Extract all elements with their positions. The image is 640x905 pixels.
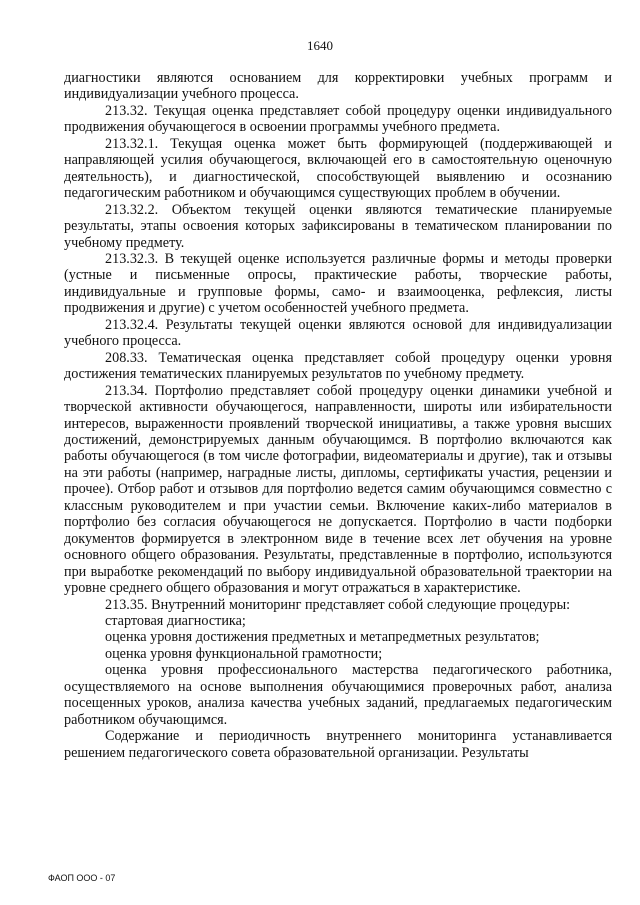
paragraph: оценка уровня профессионального мастерства педагогического работника, осуществляемого на основе выполнения обучающимися проверочных работ, анализа посещенных уроков, анализа качества учебных заданий, предлагаемых педагогическим работником обучающимся. [64, 662, 612, 728]
paragraph: 213.32.3. В текущей оценке используется различные формы и методы проверки (устные и письменные опросы, практические работы, творческие работы, индивидуальные и групповые формы, само- и взаимооценка, рефлексия, листы продвижения и другие) с учетом особенностей учебного предмета. [64, 250, 612, 317]
paragraph: 213.32.1. Текущая оценка может быть формирующей (поддерживающей и направляющей усилия обучающегося, включающей его в самостоятельную оценочную деятельность), и диагностической, способствующей выявлению и осознанию педагогическим работником и обучающимся существующих проблем в обучении. [64, 135, 612, 202]
page-number: 1640 [307, 38, 333, 53]
paragraph: 208.33. Тематическая оценка представляет собой процедуру оценки уровня достижения тематических планируемых результатов по учебному предмету. [64, 349, 612, 383]
paragraph: диагностики являются основанием для корректировки учебных программ и индивидуализации учебного процесса. [64, 70, 612, 103]
paragraph: 213.32. Текущая оценка представляет собой процедуру оценки индивидуального продвижения обучающегося в освоении программы учебного предмета. [64, 102, 612, 136]
paragraph: 213.32.4. Результаты текущей оценки являются основой для индивидуализации учебного процесса. [64, 316, 612, 350]
paragraph: стартовая диагностика; [105, 612, 246, 629]
paragraph: оценка уровня достижения предметных и метапредметных результатов; [105, 629, 540, 646]
paragraph: 213.32.2. Объектом текущей оценки являются тематические планируемые результаты, этапы освоения которых зафиксированы в тематическом планировании по учебному предмету. [64, 201, 612, 251]
paragraph: оценка уровня функциональной грамотности; [105, 645, 383, 662]
document-body [64, 70, 612, 761]
paragraph: 213.34. Портфолио представляет собой процедуру оценки динамики учебной и творческой активности обучающегося, направленности, широты или избирательности интересов, выраженности проявлений творческой инициативы, а также уровня высших достижений, демонстрируемых данным обучающимся. В портфолио включаются как работы обучающегося (в том числе фотографии, видеоматериалы и другие), так и отзывы на эти работы (например, наградные листы, дипломы, сертификаты участия, рецензии и прочее). Отбор работ и отзывов для портфолио ведется самим обучающимся совместно с классным руководителем и при участии семьи. Включение каких-либо материалов в портфолио без согласия обучающегося не допускается. Портфолио в части подборки документов формируется в электронном виде в течение всех лет обучения на уровне основного общего образования. Результаты, представленные в портфолио, используются при выработке рекомендаций по выбору индивидуальной образовательной траектории на уровне среднего общего образования и могут отражаться в характеристике. [64, 382, 612, 597]
paragraph: Содержание и периодичность внутреннего мониторинга устанавливается решением педагогического совета образовательной организации. Результаты [64, 728, 612, 761]
footer-code: ФАОП ООО - 07 [48, 873, 116, 883]
paragraph: 213.35. Внутренний мониторинг представляет собой следующие процедуры: [105, 596, 571, 613]
